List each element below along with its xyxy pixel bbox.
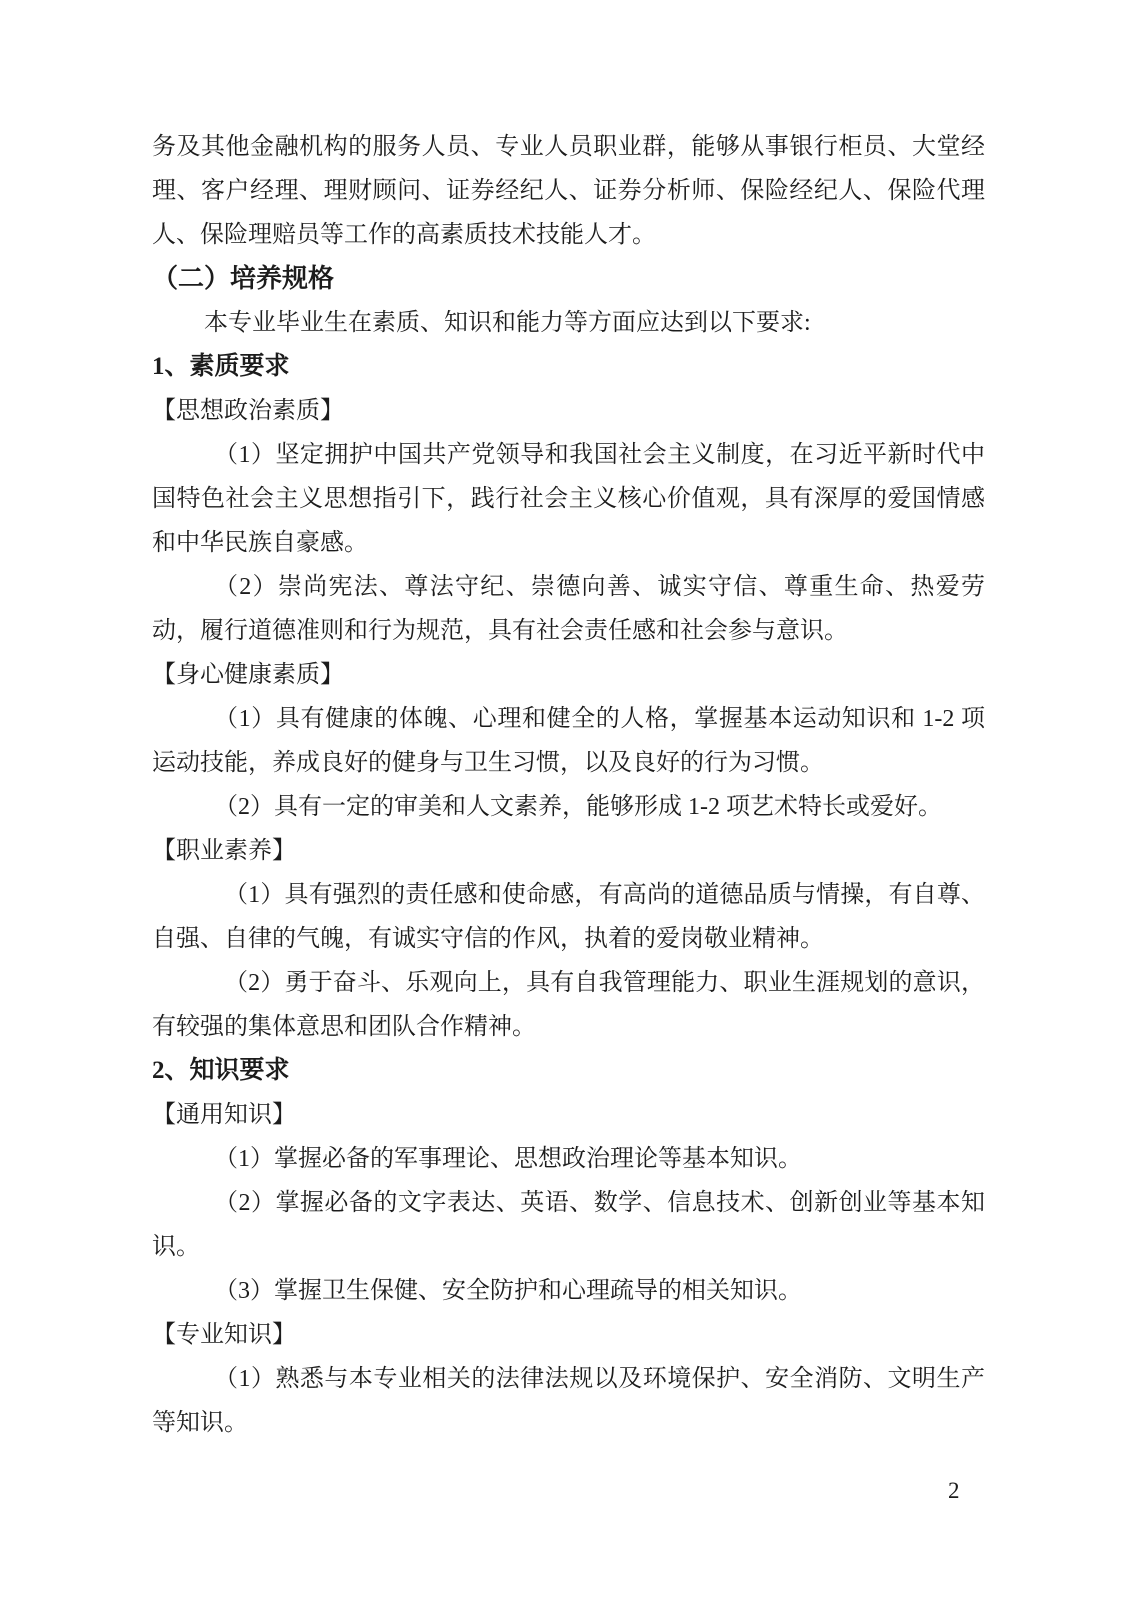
numbered-paragraph: （1）具有健康的体魄、心理和健全的人格，掌握基本运动知识和 1-2 项运动技能，养成良好的健身与卫生习惯，以及良好的行为习惯。 — [152, 706, 985, 776]
bracket-heading: 【专业知识】 — [152, 1322, 296, 1348]
subsection-heading: 1、素质要求 — [152, 353, 290, 380]
numbered-paragraph: （1）熟悉与本专业相关的法律法规以及环境保护、安全消防、文明生产等知识。 — [152, 1366, 985, 1436]
page-number: 2 — [948, 1478, 960, 1503]
numbered-paragraph: （3）掌握卫生保健、安全防护和心理疏导的相关知识。 — [214, 1278, 802, 1304]
bracket-heading: 【思想政治素质】 — [152, 398, 344, 424]
paragraph-continuation: 务及其他金融机构的服务人员、专业人员职业群，能够从事银行柜员、大堂经理、客户经理、理财顾问、证券经纪人、证券分析师、保险经纪人、保险代理人、保险理赔员等工作的高素质技术技能人才。 — [152, 134, 985, 248]
numbered-paragraph: （2）勇于奋斗、乐观向上，具有自我管理能力、职业生涯规划的意识，有较强的集体意思和团队合作精神。 — [152, 970, 985, 1040]
numbered-paragraph: （1）具有强烈的责任感和使命感，有高尚的道德品质与情操，有自尊、自强、自律的气魄，有诚实守信的作风，执着的爱岗敬业精神。 — [152, 882, 985, 952]
document-body — [152, 125, 985, 1445]
numbered-paragraph: （2）掌握必备的文字表达、英语、数学、信息技术、创新创业等基本知识。 — [152, 1190, 985, 1260]
bracket-heading: 【职业素养】 — [152, 838, 296, 864]
body-paragraph: 本专业毕业生在素质、知识和能力等方面应达到以下要求: — [204, 310, 811, 336]
numbered-paragraph: （1）坚定拥护中国共产党领导和我国社会主义制度，在习近平新时代中国特色社会主义思想指引下，践行社会主义核心价值观，具有深厚的爱国情感和中华民族自豪感。 — [152, 442, 985, 556]
numbered-paragraph: （2）崇尚宪法、尊法守纪、崇德向善、诚实守信、尊重生命、热爱劳动，履行道德准则和行为规范，具有社会责任感和社会参与意识。 — [152, 574, 985, 644]
subsection-heading: 2、知识要求 — [152, 1057, 290, 1084]
section-heading: （二）培养规格 — [152, 264, 335, 293]
bracket-heading: 【通用知识】 — [152, 1102, 296, 1128]
numbered-paragraph: （2）具有一定的审美和人文素养，能够形成 1-2 项艺术特长或爱好。 — [214, 794, 942, 820]
numbered-paragraph: （1）掌握必备的军事理论、思想政治理论等基本知识。 — [214, 1146, 802, 1172]
bracket-heading: 【身心健康素质】 — [152, 662, 344, 688]
